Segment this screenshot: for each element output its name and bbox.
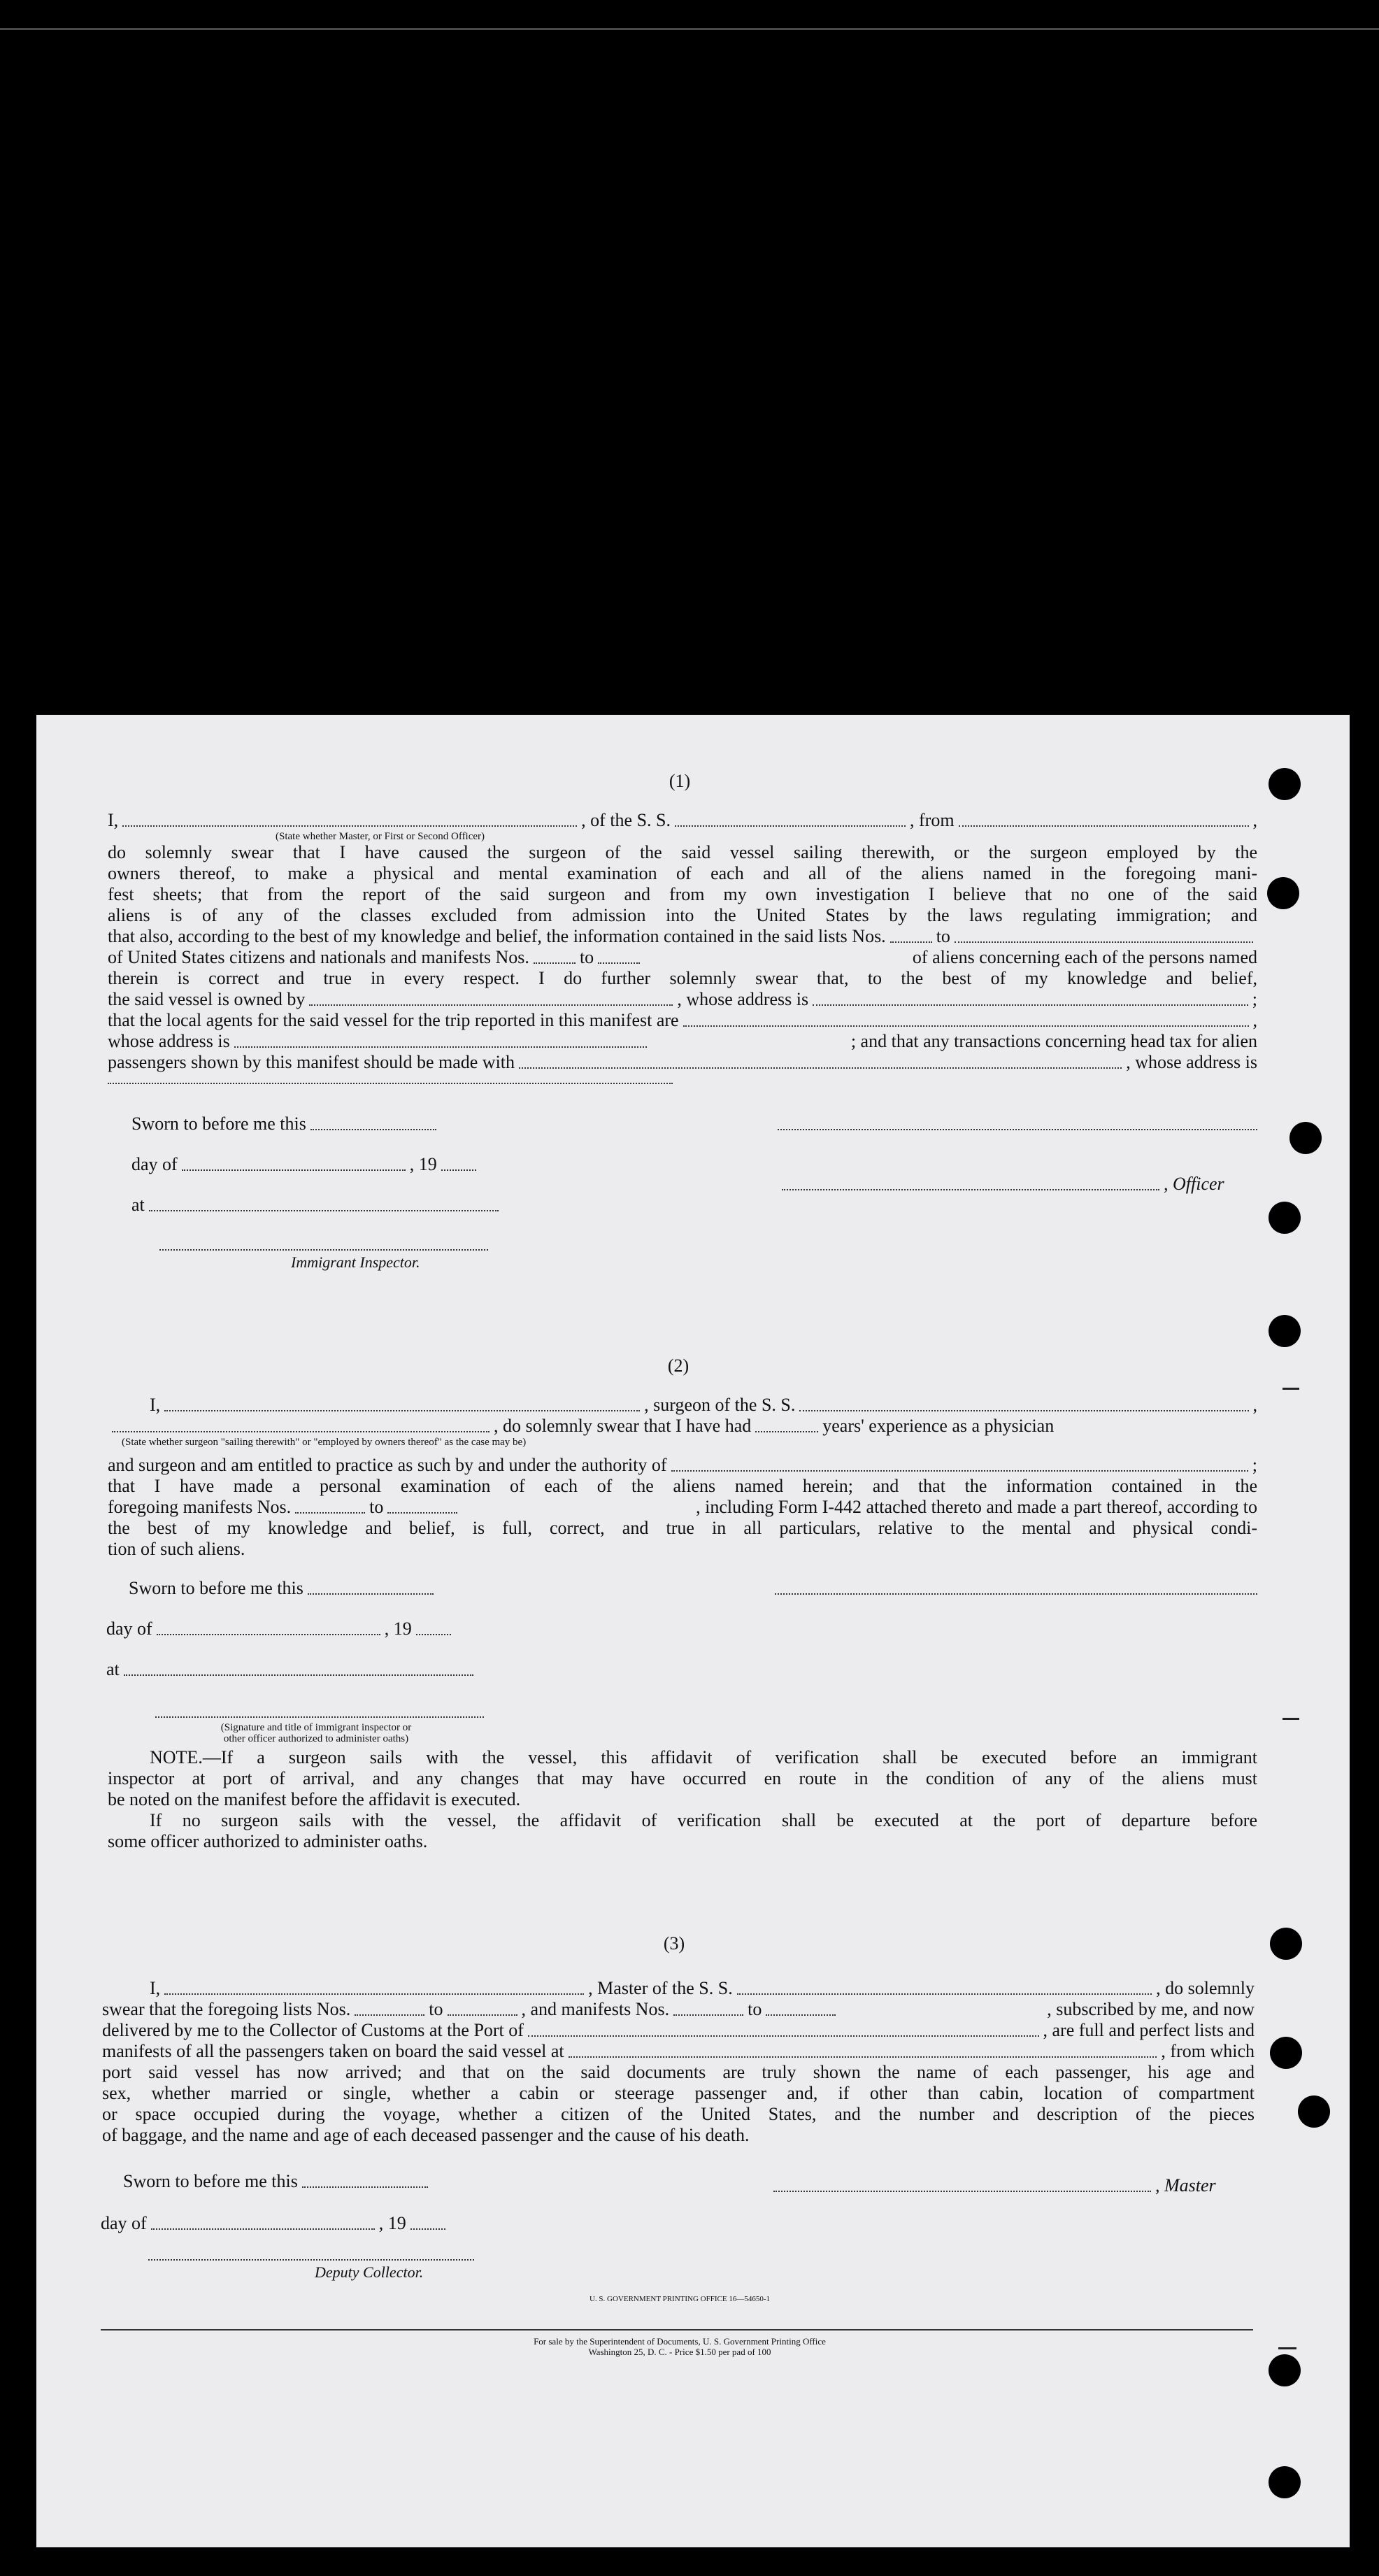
margin-mark <box>1282 1388 1299 1390</box>
s1-para-line: owners thereof, to make a physical and mental examination of each and all of the aliens named in the foregoing mani- <box>108 863 1257 883</box>
headtax-address-field[interactable] <box>108 1073 673 1084</box>
s1-address-text: , whose address is <box>1126 1052 1257 1072</box>
s1-inspector-signature-line[interactable] <box>159 1249 488 1251</box>
s3-master-label: , Master <box>1155 2175 1216 2196</box>
s3-para-line: port said vessel has now arrived; and that on the said documents are truly shown the name of each passenger, his age and <box>102 2062 1255 2082</box>
s1-officer-row <box>778 1174 1224 1195</box>
s1-para-line: fest sheets; that from the report of the said surgeon and from my own investigation I believe that no one of the said <box>108 884 1257 904</box>
s2-status-note: (State whether surgeon "sailing therewith" or "employed by owners thereof" as the case may be) <box>122 1437 527 1448</box>
s2-authority-text: and surgeon and am entitled to practice as such by and under the authority of <box>108 1455 667 1475</box>
s2-i: I, <box>150 1395 161 1415</box>
s3-year-field[interactable] <box>410 2228 445 2230</box>
vessel-name-field[interactable] <box>675 825 906 827</box>
s1-comma: , <box>1252 810 1257 830</box>
s3-master-row <box>769 2175 1216 2196</box>
s3-para-line: of baggage, and the name and age of each deceased passenger and the cause of his death. <box>102 2125 750 2145</box>
s1-sworn-text: Sworn to before me this <box>131 1113 306 1134</box>
punch-hole <box>1269 2466 1301 2498</box>
s3-lists-to-field[interactable] <box>448 2014 517 2016</box>
s1-aliens-text: of aliens concerning each of the persons named <box>912 947 1257 967</box>
gpo-imprint: U. S. GOVERNMENT PRINTING OFFICE 16—54650-1 <box>589 2295 770 2303</box>
agents-address-field[interactable] <box>234 1046 647 1048</box>
s1-para-line: aliens is of any of the classes excluded from admission into the United States by the laws regulating immigration; and <box>108 905 1257 925</box>
s2-para-line: the best of my knowledge and belief, is full, correct, and true in all particulars, relative to the mental and physical condi- <box>108 1518 1257 1538</box>
section-3 <box>102 1978 1255 2146</box>
s3-sworn-row <box>123 2171 432 2192</box>
s1-at-field[interactable] <box>149 1210 499 1211</box>
s3-year-text: , 19 <box>378 2213 406 2233</box>
punch-hole <box>1289 1122 1322 1154</box>
margin-mark <box>1278 2347 1296 2349</box>
s2-semicolon: ; <box>1252 1455 1257 1475</box>
section-2 <box>108 1395 1257 1560</box>
s3-manifests-text: , and manifests Nos. <box>521 1999 670 2019</box>
s1-month-field[interactable] <box>182 1169 406 1171</box>
punch-hole <box>1269 2354 1301 2386</box>
s2-at-row <box>106 1659 478 1680</box>
s2-sworn-row <box>129 1578 438 1599</box>
years-experience-field[interactable] <box>755 1431 818 1432</box>
s2-manifests-from-field[interactable] <box>295 1512 365 1514</box>
section-3-number: (3) <box>663 1933 685 1954</box>
s2-to: to <box>369 1497 384 1517</box>
lists-from-field[interactable] <box>890 941 932 943</box>
sale-notice <box>386 2336 973 2357</box>
s3-vessel-field[interactable] <box>737 1993 1152 1995</box>
punch-hole <box>1270 2037 1302 2069</box>
owner-field[interactable] <box>309 1004 673 1006</box>
surgeon-name-field[interactable] <box>164 1410 640 1411</box>
margin-mark <box>1282 1718 1299 1720</box>
s3-lists-text: swear that the foregoing lists Nos. <box>102 1999 351 2019</box>
s2-signature-note-line: other officer authorized to administer oaths) <box>223 1733 409 1744</box>
s3-manifests-from-field[interactable] <box>673 2014 743 2016</box>
s1-inspector-caption: Immigrant Inspector. <box>291 1253 420 1271</box>
s2-signature-note <box>162 1722 470 1744</box>
sale-notice-line: Washington 25, D. C. - Price $1.50 per pad of 100 <box>588 2347 771 2357</box>
s3-port-field[interactable] <box>528 2035 1039 2037</box>
s3-day-text: day of <box>101 2213 147 2233</box>
s2-note-line: some officer authorized to administer oaths. <box>108 1831 428 1851</box>
s1-day-row <box>131 1154 480 1175</box>
punch-hole <box>1269 1202 1301 1234</box>
master-name-field[interactable] <box>164 1993 584 1995</box>
s1-from: , from <box>910 810 955 830</box>
s3-sworn-text: Sworn to before me this <box>123 2171 298 2191</box>
s3-para-line: or space occupied during the voyage, whether a citizen of the United States, and the number and description of the pieces <box>102 2104 1255 2124</box>
s2-swear-text: , do solemnly swear that I have had <box>494 1416 752 1436</box>
owner-address-field[interactable] <box>813 1004 1248 1006</box>
s2-vessel-field[interactable] <box>799 1410 1248 1411</box>
s2-comma: , <box>1252 1395 1257 1415</box>
s1-signature-line[interactable] <box>778 1129 1257 1130</box>
s2-signature-line[interactable] <box>775 1593 1257 1595</box>
s2-month-field[interactable] <box>157 1634 380 1635</box>
s1-of-ss: , of the S. S. <box>581 810 671 830</box>
manifests-to-field[interactable] <box>598 962 640 964</box>
s2-year-field[interactable] <box>416 1634 451 1635</box>
s1-officer-note: (State whether Master, or First or Second Officer) <box>276 831 485 842</box>
s1-day-text: day of <box>131 1154 178 1174</box>
punch-hole <box>1267 877 1299 909</box>
headtax-contact-field[interactable] <box>519 1067 1122 1069</box>
s3-i: I, <box>150 1978 161 1998</box>
sale-notice-line: For sale by the Superintendent of Documents, U. S. Government Printing Office <box>534 2336 826 2347</box>
s1-agents-text: that the local agents for the said vessel for the trip reported in this manifest are <box>108 1010 679 1030</box>
agents-field[interactable] <box>683 1025 1249 1027</box>
section-1 <box>108 810 1257 1084</box>
s2-manifests-text: foregoing manifests Nos. <box>108 1497 292 1517</box>
scanner-top-line <box>0 28 1379 30</box>
s1-at-text: at <box>131 1195 145 1215</box>
s2-note <box>108 1747 1257 1852</box>
s1-comma: , <box>1252 1010 1257 1030</box>
s1-year-text: , 19 <box>409 1154 437 1174</box>
s2-note-line: inspector at port of arrival, and any changes that may have occurred en route in the condition of any of the aliens must <box>108 1768 1257 1788</box>
s1-to: to <box>579 947 594 967</box>
s2-experience-text: years' experience as a physician <box>822 1416 1055 1436</box>
s3-lists-perfect-text: , are full and perfect lists and <box>1043 2020 1255 2040</box>
s2-para-line: tion of such aliens. <box>108 1539 245 1559</box>
s2-para-line: that I have made a personal examination of each of the aliens named herein; and that the information contained in the <box>108 1476 1257 1496</box>
s1-sworn-date-field[interactable] <box>310 1129 436 1130</box>
authority-field[interactable] <box>671 1470 1248 1472</box>
s3-deputy-signature-line[interactable] <box>148 2259 474 2261</box>
s2-officer-signature-line[interactable] <box>155 1716 484 1718</box>
surgeon-status-field[interactable] <box>112 1431 490 1432</box>
s2-surgeon-text: , surgeon of the S. S. <box>644 1395 796 1415</box>
section-1-number: (1) <box>669 771 691 791</box>
s2-note-line: NOTE.—If a surgeon sails with the vessel, this affidavit of verification shall be executed before an immigrant <box>150 1747 1257 1767</box>
s3-to: to <box>429 1999 443 2019</box>
s2-form-text: , including Form I-442 attached thereto and made a part thereof, according to <box>696 1497 1257 1517</box>
s1-i: I, <box>108 810 119 830</box>
s2-day-row <box>106 1618 455 1639</box>
punch-hole <box>1270 1928 1302 1960</box>
s1-headtax-text: ; and that any transactions concerning head tax for alien <box>850 1031 1257 1051</box>
s2-day-text: day of <box>106 1618 152 1639</box>
s2-sworn-text: Sworn to before me this <box>129 1578 303 1598</box>
s3-master-text: , Master of the S. S. <box>588 1978 733 1998</box>
s2-at-field[interactable] <box>124 1674 473 1676</box>
s2-at-text: at <box>106 1659 120 1679</box>
manifest-affidavit-page <box>36 715 1350 2547</box>
punch-hole <box>1298 2095 1330 2128</box>
s3-subscribed-text: , subscribed by me, and now <box>1047 1999 1255 2019</box>
s3-swear-text: , do solemnly <box>1156 1978 1255 1998</box>
s3-master-signature-field[interactable] <box>773 2191 1151 2192</box>
s3-to: to <box>748 1999 762 2019</box>
s2-year-text: , 19 <box>384 1618 412 1639</box>
s2-note-line: be noted on the manifest before the affidavit is executed. <box>108 1789 521 1809</box>
s3-boarded-text: manifests of all the passengers taken on board the said vessel at <box>102 2041 564 2061</box>
s2-manifests-to-field[interactable] <box>387 1512 457 1514</box>
s3-month-field[interactable] <box>151 2228 375 2230</box>
lists-to-field[interactable] <box>955 941 1253 943</box>
s1-lists-text: that also, according to the best of my knowledge and belief, the information contained in the said lists Nos. <box>108 926 886 946</box>
s1-passengers-text: passengers shown by this manifest should be made with <box>108 1052 515 1072</box>
s1-year-field[interactable] <box>441 1169 476 1171</box>
s3-day-row <box>101 2213 450 2234</box>
s1-address-text: whose address is <box>108 1031 230 1051</box>
s3-collector-text: delivered by me to the Collector of Customs at the Port of <box>102 2020 524 2040</box>
s1-para-line: do solemnly swear that I have caused the surgeon of the said vessel sailing therewith, or the surgeon employed by the <box>108 842 1257 862</box>
s3-from-which-text: , from which <box>1161 2041 1255 2061</box>
section-2-number: (2) <box>667 1355 690 1376</box>
s3-sworn-date-field[interactable] <box>302 2186 428 2188</box>
s1-owned-text: the said vessel is owned by <box>108 989 306 1009</box>
officer-name-field[interactable] <box>122 825 577 827</box>
s3-manifests-to-field[interactable] <box>766 2014 836 2016</box>
s1-manifests-text: of United States citizens and nationals and manifests Nos. <box>108 947 529 967</box>
punch-hole <box>1269 768 1301 800</box>
s1-address-text: , whose address is <box>677 989 809 1009</box>
manifests-from-field[interactable] <box>534 962 576 964</box>
s1-semicolon: ; <box>1252 989 1257 1009</box>
s1-sworn-row <box>131 1113 441 1134</box>
s1-at-row <box>131 1195 503 1216</box>
s3-para-line: sex, whether married or single, whether a cabin or steerage passenger and, if other than cabin, location of compartment <box>102 2083 1255 2103</box>
s3-lists-from-field[interactable] <box>355 2014 424 2016</box>
s3-deputy-caption: Deputy Collector. <box>315 2263 424 2281</box>
s1-para-line: therein is correct and true in every respect. I do further solemnly swear that, to the best of my knowledge and belief, <box>108 968 1257 988</box>
departure-port-field[interactable] <box>959 825 1249 827</box>
punch-hole <box>1269 1315 1301 1347</box>
s1-officer-title-field[interactable] <box>782 1189 1159 1190</box>
s2-sworn-date-field[interactable] <box>308 1593 434 1595</box>
s2-note-line: If no surgeon sails with the vessel, the affidavit of verification shall be executed at the port of departure before <box>150 1810 1257 1830</box>
s3-boarding-port-field[interactable] <box>569 2056 1157 2058</box>
s2-signature-note-line: (Signature and title of immigrant inspector or <box>220 1722 412 1733</box>
s1-to: to <box>936 926 950 946</box>
footer-rule <box>101 2329 1253 2331</box>
s1-officer-label: , Officer <box>1164 1174 1224 1194</box>
